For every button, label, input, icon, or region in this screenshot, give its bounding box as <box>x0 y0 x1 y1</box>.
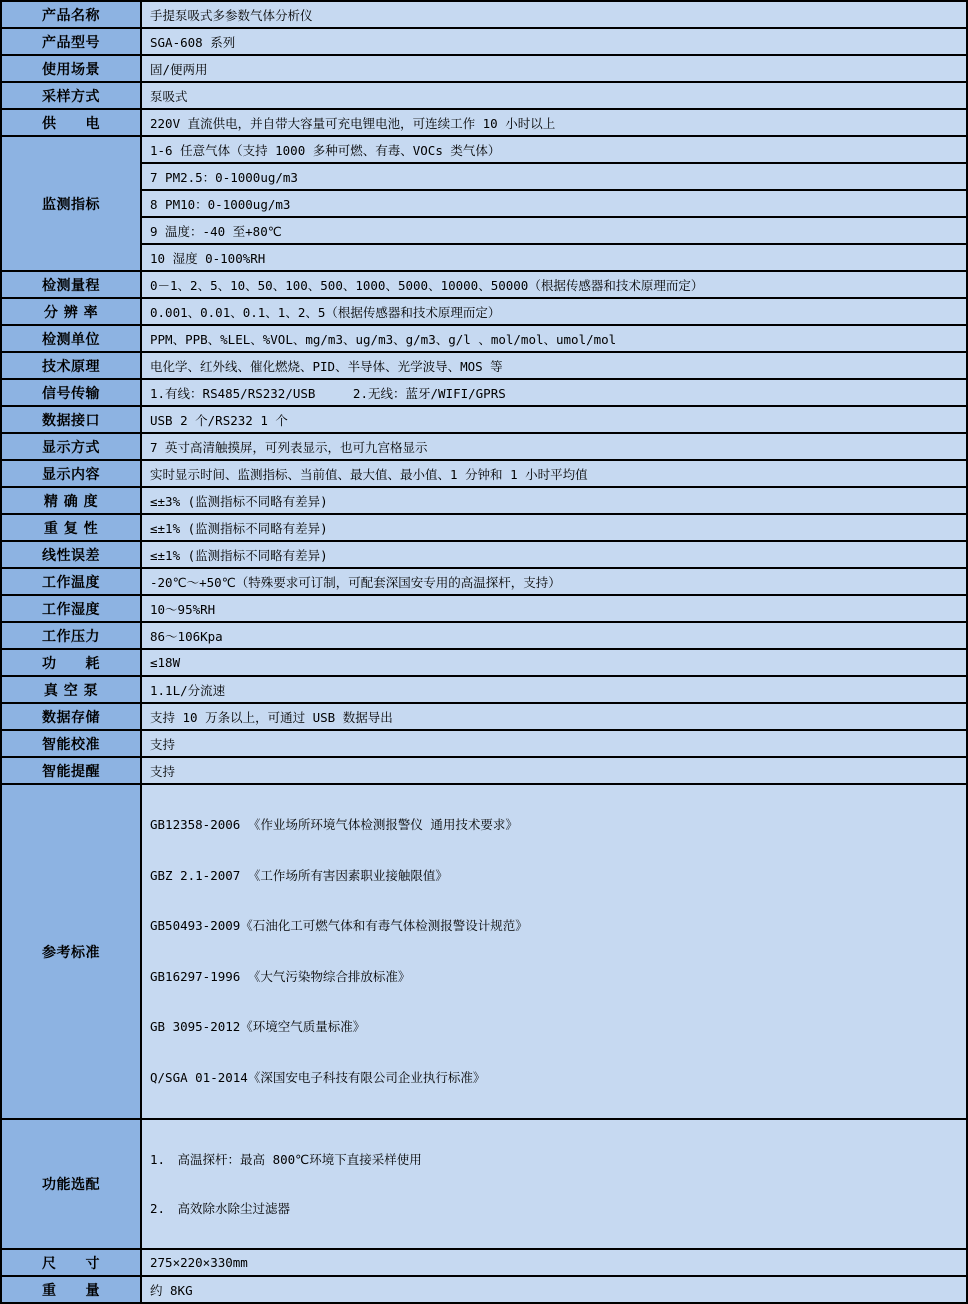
value-linearity-error: ≤±1% (监测指标不同略有差异) <box>141 541 967 568</box>
table-row <box>1 703 967 730</box>
label-power-consumption: 功 耗 <box>1 649 141 676</box>
value-sampling-method: 泵吸式 <box>141 82 967 109</box>
label-smart-calibration: 智能校准 <box>1 730 141 757</box>
value-monitor-item: 9 温度：-40 至+80℃ <box>141 217 967 244</box>
table-row <box>1 217 967 244</box>
table-row <box>1 595 967 622</box>
value-data-interface: USB 2 个/RS232 1 个 <box>141 406 967 433</box>
label-technical-principle: 技术原理 <box>1 352 141 379</box>
value-product-name: 手提泵吸式多参数气体分析仪 <box>141 1 967 28</box>
label-optional-features: 功能选配 <box>1 1119 141 1249</box>
reference-standard-line: Q/SGA 01-2014《深国安电子科技有限公司企业执行标准》 <box>150 1069 486 1085</box>
reference-standard-line: GB50493-2009《石油化工可燃气体和有毒气体检测报警设计规范》 <box>150 918 528 933</box>
value-accuracy: ≤±3% (监测指标不同略有差异) <box>141 487 967 514</box>
label-display-content: 显示内容 <box>1 460 141 487</box>
value-monitor-item: 8 PM10：0-1000ug/m3 <box>141 190 967 217</box>
label-usage-scene: 使用场景 <box>1 55 141 82</box>
table-row <box>1 28 967 55</box>
value-detection-range: 0－1、2、5、10、50、100、500、1000、5000、10000、50000（根据传感器和技术原理而定） <box>141 271 967 298</box>
label-detection-unit: 检测单位 <box>1 325 141 352</box>
value-repeatability: ≤±1% (监测指标不同略有差异) <box>141 514 967 541</box>
value-display-content: 实时显示时间、监测指标、当前值、最大值、最小值、1 分钟和 1 小时平均值 <box>141 460 967 487</box>
reference-standard-line: GB12358-2006 《作业场所环境气体检测报警仪 通用技术要求》 <box>150 817 518 832</box>
table-row <box>1 487 967 514</box>
table-row <box>1 460 967 487</box>
value-reference-standards <box>141 784 967 1119</box>
label-product-name: 产品名称 <box>1 1 141 28</box>
label-product-model: 产品型号 <box>1 28 141 55</box>
label-repeatability: 重 复 性 <box>1 514 141 541</box>
table-row <box>1 433 967 460</box>
value-working-temperature: -20℃～+50℃（特殊要求可订制，可配套深国安专用的高温探杆，支持） <box>141 568 967 595</box>
table-row <box>1 163 967 190</box>
table-row <box>1 55 967 82</box>
label-working-humidity: 工作湿度 <box>1 595 141 622</box>
label-weight: 重 量 <box>1 1276 141 1303</box>
value-working-pressure: 86～106Kpa <box>141 622 967 649</box>
label-signal-transmission: 信号传输 <box>1 379 141 406</box>
label-dimensions: 尺 寸 <box>1 1249 141 1276</box>
label-display-mode: 显示方式 <box>1 433 141 460</box>
table-row <box>1 136 967 163</box>
table-row <box>1 784 967 1119</box>
label-linearity-error: 线性误差 <box>1 541 141 568</box>
table-row <box>1 1276 967 1303</box>
label-data-interface: 数据接口 <box>1 406 141 433</box>
value-usage-scene: 固/便两用 <box>141 55 967 82</box>
value-smart-reminder: 支持 <box>141 757 967 784</box>
value-signal-transmission: 1.有线：RS485/RS232/USB 2.无线：蓝牙/WIFI/GPRS <box>141 379 967 406</box>
table-row <box>1 109 967 136</box>
reference-standard-line: GB 3095-2012《环境空气质量标准》 <box>150 1019 366 1034</box>
reference-standard-line: GB16297-1996 《大气污染物综合排放标准》 <box>150 968 411 984</box>
table-row <box>1 244 967 271</box>
value-monitor-item: 10 湿度 0-100%RH <box>141 244 967 271</box>
optional-feature-line: 2. 高效除水除尘过滤器 <box>150 1201 291 1216</box>
table-row <box>1 568 967 595</box>
table-row <box>1 190 967 217</box>
label-accuracy: 精 确 度 <box>1 487 141 514</box>
value-product-model: SGA-608 系列 <box>141 28 967 55</box>
label-vacuum-pump: 真 空 泵 <box>1 676 141 703</box>
value-power-supply: 220V 直流供电，并自带大容量可充电锂电池，可连续工作 10 小时以上 <box>141 109 967 136</box>
value-power-consumption: ≤18W <box>141 649 967 676</box>
label-reference-standards: 参考标准 <box>1 784 141 1119</box>
table-row <box>1 1119 967 1249</box>
value-resolution: 0.001、0.01、0.1、1、2、5（根据传感器和技术原理而定） <box>141 298 967 325</box>
table-row <box>1 730 967 757</box>
label-monitor-indicators: 监测指标 <box>1 136 141 271</box>
label-working-temperature: 工作温度 <box>1 568 141 595</box>
value-detection-unit: PPM、PPB、%LEL、%VOL、mg/m3、ug/m3、g/m3、g/l 、mol/mol、umol/mol <box>141 325 967 352</box>
table-row <box>1 514 967 541</box>
table-row <box>1 325 967 352</box>
table-row <box>1 649 967 676</box>
label-sampling-method: 采样方式 <box>1 82 141 109</box>
value-dimensions: 275×220×330mm <box>141 1249 967 1276</box>
table-row <box>1 757 967 784</box>
table-row <box>1 1 967 28</box>
value-monitor-item: 1-6 任意气体（支持 1000 多种可燃、有毒、VOCs 类气体） <box>141 136 967 163</box>
label-power-supply: 供 电 <box>1 109 141 136</box>
table-row <box>1 406 967 433</box>
value-display-mode: 7 英寸高清触摸屏，可列表显示，也可九宫格显示 <box>141 433 967 460</box>
table-row <box>1 622 967 649</box>
value-vacuum-pump: 1.1L/分流速 <box>141 676 967 703</box>
table-row <box>1 541 967 568</box>
value-weight: 约 8KG <box>141 1276 967 1303</box>
label-detection-range: 检测量程 <box>1 271 141 298</box>
reference-standard-line: GBZ 2.1-2007 《工作场所有害因素职业接触限值》 <box>150 867 448 883</box>
optional-feature-line: 1. 高温探杆：最高 800℃环境下直接采样使用 <box>150 1152 422 1167</box>
value-working-humidity: 10～95%RH <box>141 595 967 622</box>
table-row <box>1 352 967 379</box>
value-technical-principle: 电化学、红外线、催化燃烧、PID、半导体、光学波导、MOS 等 <box>141 352 967 379</box>
label-working-pressure: 工作压力 <box>1 622 141 649</box>
table-row <box>1 379 967 406</box>
table-row <box>1 82 967 109</box>
table-row <box>1 1249 967 1276</box>
label-smart-reminder: 智能提醒 <box>1 757 141 784</box>
value-data-storage: 支持 10 万条以上，可通过 USB 数据导出 <box>141 703 967 730</box>
value-smart-calibration: 支持 <box>141 730 967 757</box>
value-optional-features <box>141 1119 967 1249</box>
value-monitor-item: 7 PM2.5：0-1000ug/m3 <box>141 163 967 190</box>
table-row <box>1 271 967 298</box>
label-resolution: 分 辨 率 <box>1 298 141 325</box>
table-row <box>1 298 967 325</box>
label-data-storage: 数据存储 <box>1 703 141 730</box>
table-row <box>1 676 967 703</box>
